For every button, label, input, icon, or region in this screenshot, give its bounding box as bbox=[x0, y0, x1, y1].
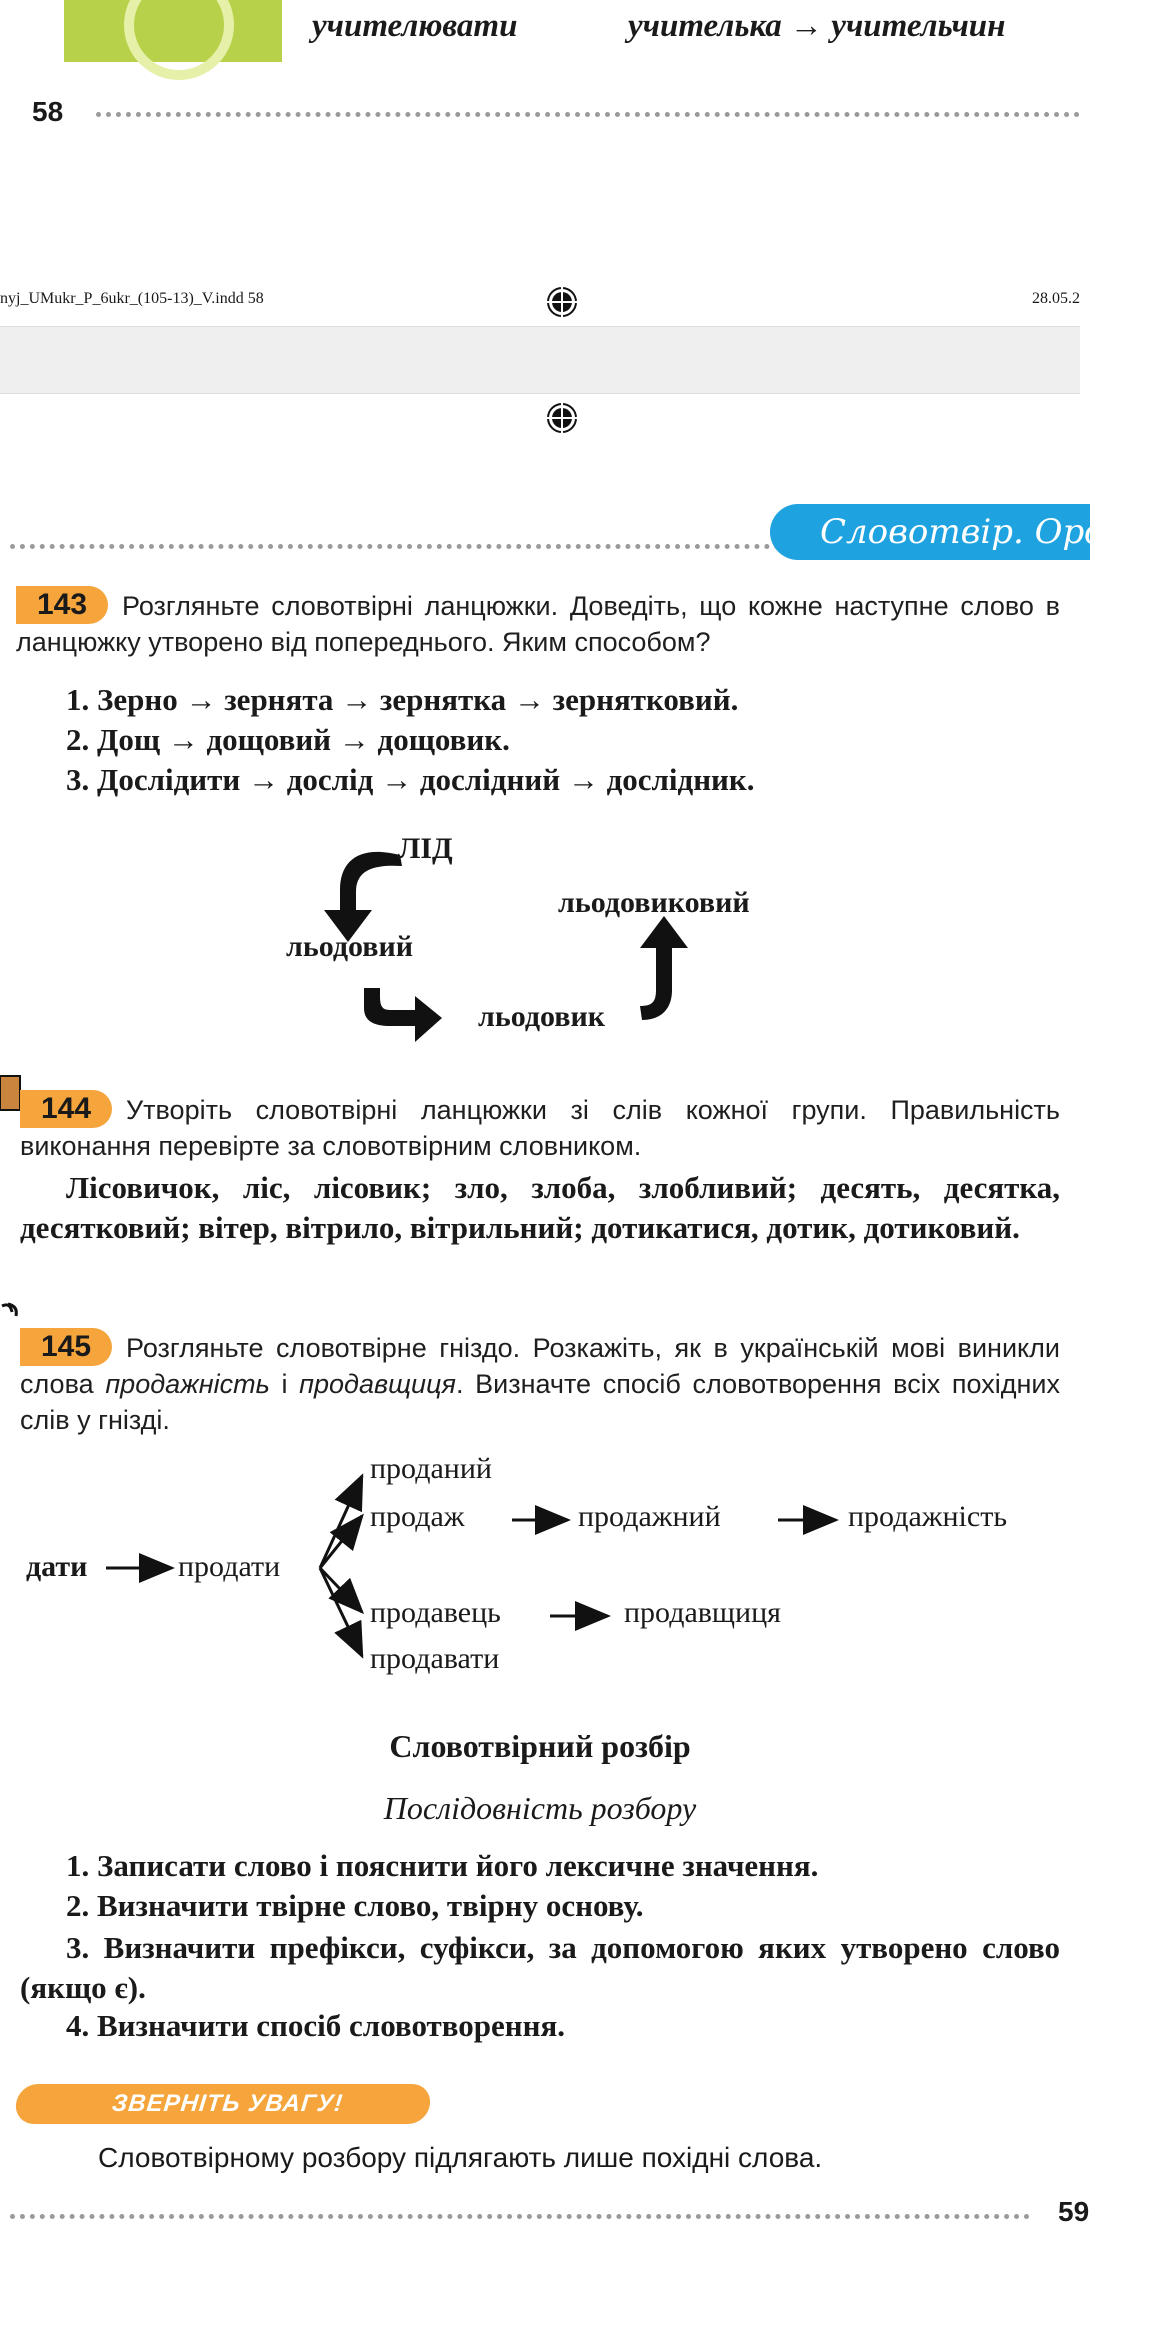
task145-text-part2: і bbox=[269, 1369, 300, 1399]
indd-file-info: nyj_UMukr_P_6ukr_(105-13)_V.indd 58 bbox=[0, 290, 264, 307]
task145-text-part3: . Визначте спосіб словотворення всіх похідних слів у гнізді. bbox=[20, 1369, 1060, 1435]
analysis-step-4: 4. Визначити спосіб словотворення. bbox=[66, 2008, 566, 2043]
swirl-decoration bbox=[124, 0, 234, 80]
nest-prodanyi: проданий bbox=[370, 1452, 492, 1485]
attention-banner bbox=[14, 2084, 432, 2124]
task-number-144: 144 bbox=[20, 1090, 112, 1128]
cycle-word-lid: ЛІД bbox=[398, 832, 453, 865]
task145-text bbox=[20, 1330, 1060, 1438]
attention-label: ЗВЕРНІТЬ УВАГУ! bbox=[110, 2090, 345, 2117]
book-icon bbox=[0, 1072, 22, 1112]
cycle-diagram bbox=[280, 820, 800, 1040]
task-number-145: 145 bbox=[20, 1328, 112, 1366]
registration-mark-icon bbox=[546, 286, 578, 318]
analysis-heading: Словотвірний розбір bbox=[389, 1728, 691, 1764]
task144-words: Лісовичок, ліс, лісовик; зло, злоба, злобливий; десять, десятка, десятковий; вітер, вітрило, вітрильний; дотикатися, дотик, дотиковий. bbox=[20, 1170, 1060, 1245]
dotted-rule-top bbox=[96, 112, 1080, 117]
page-number-58: 58 bbox=[32, 96, 64, 127]
cycle-word-lodovyk: льодовик bbox=[478, 1000, 606, 1033]
chain-2: 2. Дощ → дощовий → дощовик. bbox=[66, 722, 510, 757]
task144-text: Утворіть словотвірні ланцюжки зі слів кожної групи. Правильність виконання перевірте за словотвірним словником. bbox=[20, 1095, 1060, 1161]
nest-prodazhnist: продажність bbox=[848, 1500, 1007, 1533]
dotted-rule-header bbox=[10, 544, 790, 549]
prev-word-right: учителька → учительчин bbox=[628, 8, 1006, 44]
task-number-143: 143 bbox=[16, 586, 108, 624]
page-number-59: 59 bbox=[1058, 2196, 1090, 2227]
chain-1: 1. Зерно → зернята → зернятка → зернятковий. bbox=[66, 682, 739, 717]
word-nest-diagram bbox=[0, 1440, 1080, 1690]
task143-text: Розгляньте словотвірні ланцюжки. Доведіть, що кожне наступне слово в ланцюжку утворено від попереднього. Яким способом? bbox=[16, 591, 1060, 657]
task145-italic-word-2: продавщиця bbox=[299, 1369, 456, 1399]
speech-icon bbox=[0, 1302, 22, 1336]
nest-prodavaty: продавати bbox=[370, 1642, 500, 1675]
arrow-curve-right-icon bbox=[364, 988, 442, 1042]
decorative-green-block bbox=[64, 0, 282, 62]
analysis-step-3: 3. Визначити префікси, суфікси, за допомогою яких утворено слово (якщо є). bbox=[20, 1930, 1060, 2005]
registration-mark-icon bbox=[546, 402, 578, 434]
print-date: 28.05.2 bbox=[1032, 290, 1080, 307]
chain-3: 3. Дослідити → дослід → дослідний → дослідник. bbox=[66, 762, 755, 797]
nest-prodavets: продавець bbox=[370, 1596, 501, 1629]
cycle-word-lodovyi: льодовий bbox=[286, 930, 414, 963]
analysis-step-1: 1. Записати слово і пояснити його лексичне значення. bbox=[66, 1848, 819, 1883]
nest-prodavshchytsia: продавщиця bbox=[624, 1596, 781, 1629]
nest-prodazhnyi: продажний bbox=[578, 1500, 721, 1533]
prev-word-left: учителювати bbox=[312, 8, 518, 44]
section-tab bbox=[770, 504, 1170, 560]
dotted-rule-bottom bbox=[10, 2214, 1030, 2219]
cycle-word-lodovykovyi: льодовиковий bbox=[558, 886, 750, 919]
nest-prodazh: продаж bbox=[370, 1500, 465, 1533]
page-separator bbox=[0, 326, 1080, 394]
analysis-step-2: 2. Визначити твірне слово, твірну основу. bbox=[66, 1888, 644, 1923]
task145-italic-word-1: продажність bbox=[105, 1369, 270, 1399]
nest-prodaty: продати bbox=[178, 1550, 281, 1583]
task145-text-part1: Розгляньте словотвірне гніздо. Розкажіть, як в українській мові виникли слова bbox=[20, 1333, 1060, 1399]
arrow-curve-down-icon bbox=[324, 852, 402, 942]
section-tab-label: Словотвір. Орфогр bbox=[820, 512, 1170, 552]
nest-root: дати bbox=[26, 1550, 88, 1583]
analysis-subheading: Послідовність розбору bbox=[383, 1790, 697, 1826]
attention-text: Словотвірному розбору підлягають лише похідні слова. bbox=[98, 2142, 823, 2173]
arrow-curve-up-icon bbox=[640, 916, 688, 1020]
